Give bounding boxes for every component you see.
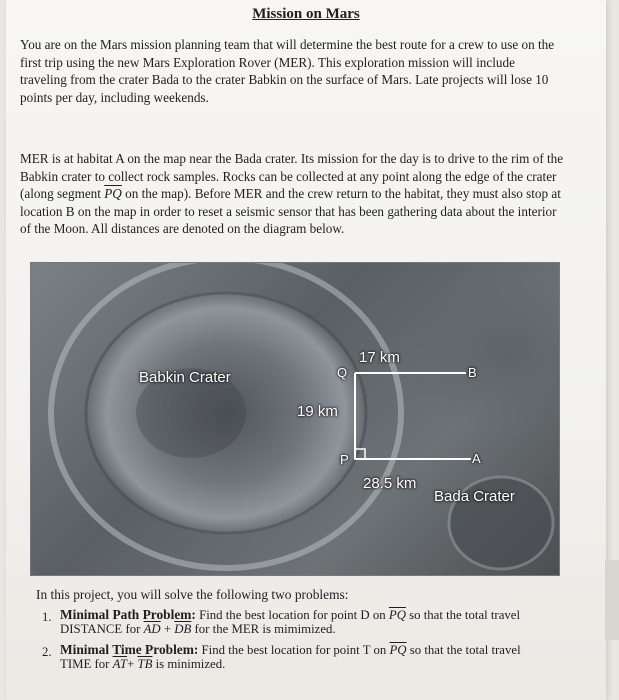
problem-1-text-a: Find the best location for point D on bbox=[195, 608, 389, 622]
problem-1-seg-ad: $\overline{AD}$ bbox=[143, 622, 161, 636]
mission-description-paragraph bbox=[20, 150, 565, 238]
point-b-label: B bbox=[468, 365, 477, 380]
page-title: Mission on Mars bbox=[252, 6, 360, 22]
point-q-label: Q bbox=[337, 365, 348, 380]
worksheet-page bbox=[6, 0, 606, 700]
segment-pq: $\overline{PQ}$ bbox=[104, 186, 122, 202]
problem-2-text-a: Find the best location for point T on bbox=[198, 643, 390, 657]
babkin-crater-label: Babkin Crater bbox=[139, 369, 231, 386]
problem-1-text-c: + bbox=[160, 622, 175, 636]
page-edge-shadow bbox=[605, 560, 619, 640]
problems-intro: In this project, you will solve the following two problems: bbox=[36, 587, 349, 602]
problem-2-number: 2. bbox=[42, 645, 52, 659]
problem-1-seg-db: $\overline{DB}$ bbox=[174, 622, 192, 636]
mission-intro-paragraph: You are on the Mars mission planning team that will determine the best route for a crew to use on the first trip using the new Mars Exploration Rover (MER). This exploration mission will include traveling from the crater Bada to the crater Babkin on the surface of Mars. Late projects will lose 10 points per day, including weekends. bbox=[20, 37, 555, 105]
problem-1-name: Minimal Path Problem: bbox=[60, 607, 196, 622]
distance-qp-label: 19 km bbox=[297, 403, 338, 420]
problem-2-seg-pq: $\overline{PQ}$ bbox=[389, 643, 407, 657]
problem-2-text-d: is minimized. bbox=[152, 657, 226, 671]
distance-pa-label: 28.5 km bbox=[363, 475, 417, 492]
point-a-label: A bbox=[472, 451, 481, 466]
p2-text-after: on the map). Before MER and the crew return to the habitat, they must also stop at location B on the map in order to reset a seismic sensor that has been gathering data about the interior of the Moon. All distances are denoted on the diagram below. bbox=[20, 186, 561, 237]
map-drawing bbox=[31, 263, 559, 575]
problem-2-name: Minimal Time Problem: bbox=[60, 642, 199, 657]
problem-2-seg-tb: $\overline{TB}$ bbox=[137, 657, 153, 671]
distance-qb-label: 17 km bbox=[359, 349, 400, 366]
problem-2-seg-at: $\overline{AT}$ bbox=[112, 657, 128, 671]
point-p-label: P bbox=[340, 452, 349, 467]
problem-1-number: 1. bbox=[42, 610, 52, 624]
problem-1 bbox=[42, 607, 550, 636]
problem-2-text-b: so that the total travel TIME for bbox=[60, 643, 521, 671]
problem-1-seg-pq: $\overline{PQ}$ bbox=[388, 608, 406, 622]
problem-1-text-d: for the MER is mimimized. bbox=[191, 622, 336, 636]
mars-crater-map bbox=[30, 262, 560, 576]
bada-crater-label: Bada Crater bbox=[434, 488, 515, 505]
p2-text-before: MER is at habitat A on the map near the Bada crater. Its mission for the day is to drive to the rim of the Babkin crater to collect rock samples. Rocks can be collected at any point along the edge of the crater (along segment bbox=[20, 151, 564, 202]
problem-2-text-c: + bbox=[127, 657, 138, 671]
problem-1-text-b: so that the total travel DISTANCE for bbox=[60, 608, 521, 636]
problem-2 bbox=[42, 642, 550, 671]
